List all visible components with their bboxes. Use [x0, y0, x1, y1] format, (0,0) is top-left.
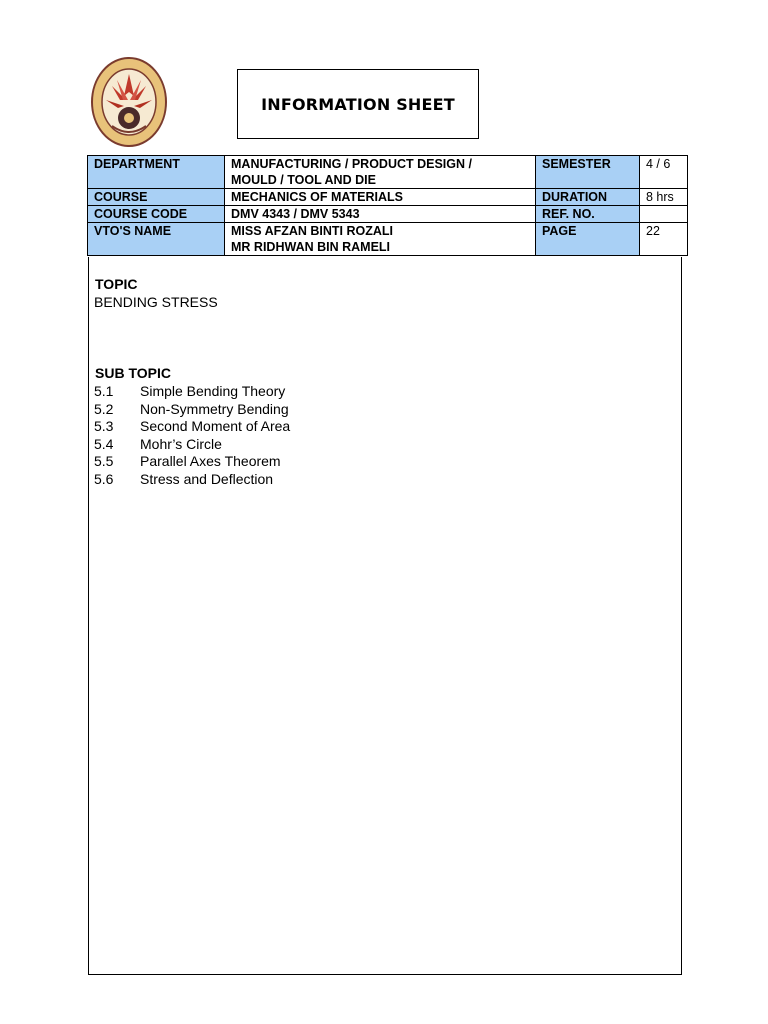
semester-value: 4 / 6	[640, 156, 688, 189]
topic-heading: TOPIC	[95, 276, 138, 292]
info-table	[87, 155, 688, 256]
department-value	[225, 156, 536, 189]
vto-name-line: MISS AFZAN BINTI ROZALI	[231, 224, 394, 238]
topic-text: BENDING STRESS	[94, 294, 218, 310]
vto-name-line: MR RIDHWAN BIN RAMELI	[231, 240, 391, 254]
table-row	[88, 206, 688, 223]
page-value: 22	[640, 223, 688, 256]
list-item	[94, 418, 290, 436]
subtopic-heading: SUB TOPIC	[95, 365, 171, 381]
duration-value: 8 hrs	[640, 189, 688, 206]
subtopic-text: Parallel Axes Theorem	[140, 453, 281, 470]
subtopic-number: 5.5	[94, 453, 114, 470]
vto-name-label: VTO'S NAME	[88, 223, 225, 256]
table-row	[88, 189, 688, 206]
page-label: PAGE	[536, 223, 640, 256]
ref-no-value	[640, 206, 688, 223]
course-code-value: DMV 4343 / DMV 5343	[225, 206, 536, 223]
subtopic-text: Simple Bending Theory	[140, 383, 286, 399]
course-code-label: COURSE CODE	[88, 206, 225, 223]
subtopic-number: 5.2	[94, 400, 114, 417]
duration-label: DURATION	[536, 189, 640, 206]
list-item	[94, 453, 290, 471]
subtopic-number: 5.6	[94, 470, 114, 487]
subtopic-text: Non-Symmetry Bending	[140, 400, 289, 417]
institution-logo-icon	[90, 56, 168, 152]
subtopic-number: 5.1	[94, 383, 114, 399]
department-label: DEPARTMENT	[88, 156, 225, 189]
table-row	[88, 156, 688, 189]
list-item	[94, 471, 290, 489]
course-label: COURSE	[88, 189, 225, 206]
subtopic-list	[94, 383, 290, 489]
page-title: INFORMATION SHEET	[237, 69, 479, 139]
content-box	[88, 257, 682, 975]
vto-name-value	[225, 223, 536, 256]
ref-no-label: REF. NO.	[536, 206, 640, 223]
department-value-line: MANUFACTURING / PRODUCT DESIGN /	[231, 157, 472, 171]
department-value-line: MOULD / TOOL AND DIE	[231, 173, 376, 187]
subtopic-number: 5.3	[94, 418, 114, 435]
list-item	[94, 383, 290, 401]
semester-label: SEMESTER	[536, 156, 640, 189]
subtopic-text: Mohr’s Circle	[140, 435, 222, 452]
subtopic-text: Second Moment of Area	[140, 418, 291, 435]
table-row	[88, 223, 688, 256]
list-item	[94, 401, 290, 419]
list-item	[94, 436, 290, 454]
subtopic-number: 5.4	[94, 435, 114, 452]
course-value: MECHANICS OF MATERIALS	[225, 189, 536, 206]
subtopic-text: Stress and Deflection	[140, 470, 274, 487]
